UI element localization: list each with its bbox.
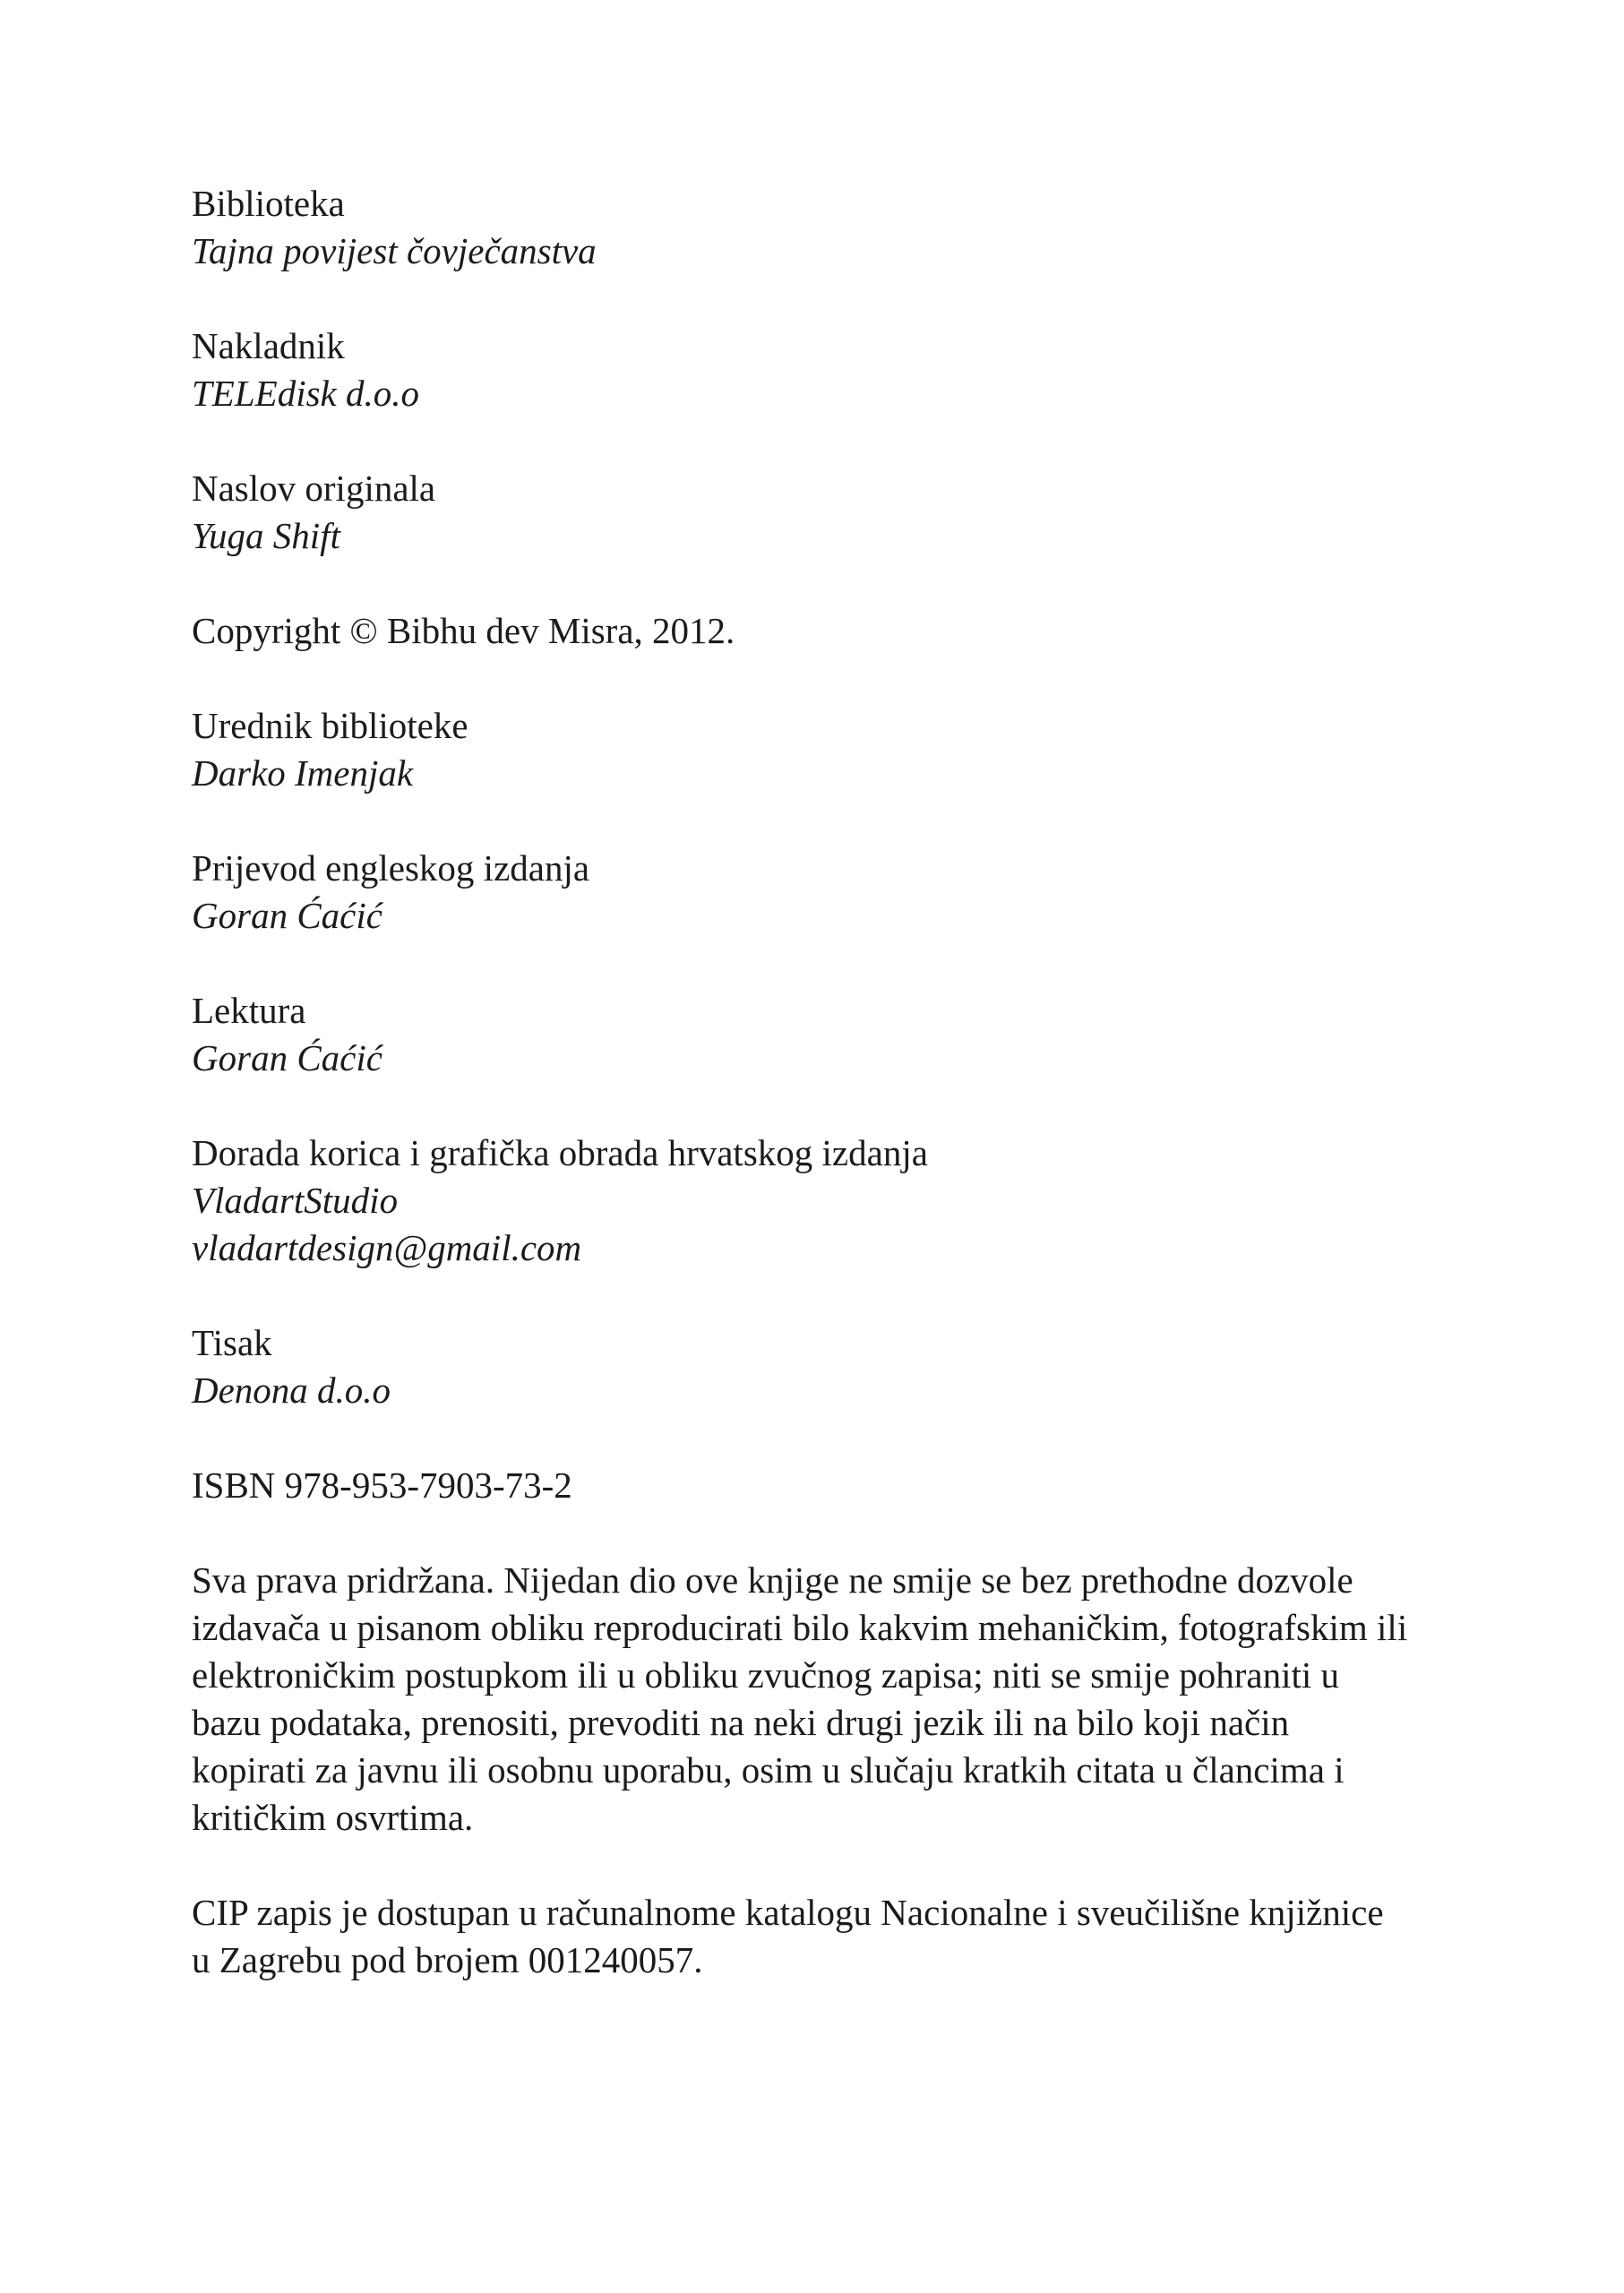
proofreader-name: Goran Ćaćić xyxy=(192,1037,382,1078)
proofreading-label: Lektura xyxy=(192,990,306,1031)
imprint-section-series xyxy=(192,180,1409,275)
design-label: Dorada korica i grafička obrada hrvatskog izdanja xyxy=(192,1132,928,1173)
rights-notice: Sva prava pridržana. Nijedan dio ove knjige ne smije se bez prethodne dozvole izdavača u pisanom obliku reproducirati bilo kakvim mehaničkim, fotografskim ili elektroničkim postupkom ili u obliku zvučnog zapisa; niti se smije pohraniti u bazu podataka, prenositi, prevoditi na neki drugi jezik ili na bilo koji način kopirati za javnu ili osobnu uporabu, osim u slučaju kratkih citata u člancima i kritičkim osvrtima. xyxy=(192,1559,1408,1838)
imprint-section-proofreading xyxy=(192,987,1409,1082)
imprint-section-original-title xyxy=(192,465,1409,560)
imprint-section-copyright xyxy=(192,607,1409,655)
editor-label: Urednik biblioteke xyxy=(192,705,468,746)
imprint-section-editor xyxy=(192,702,1409,797)
imprint-section-print xyxy=(192,1319,1409,1414)
printer-name: Denona d.o.o xyxy=(192,1370,391,1411)
imprint-section-translation xyxy=(192,845,1409,940)
copyright-page xyxy=(192,180,1409,1984)
imprint-section-isbn xyxy=(192,1462,1409,1509)
copyright-line: Copyright © Bibhu dev Misra, 2012. xyxy=(192,610,735,651)
editor-name: Darko Imenjak xyxy=(192,752,414,794)
design-email: vladartdesign@gmail.com xyxy=(192,1227,582,1268)
translation-label: Prijevod engleskog izdanja xyxy=(192,847,590,889)
publisher-label: Nakladnik xyxy=(192,325,345,366)
imprint-section-design xyxy=(192,1129,1409,1272)
cip-note: CIP zapis je dostupan u računalnome katalogu Nacionalne i sveučilišne knjižnice u Zagrebu pod brojem 001240057. xyxy=(192,1892,1384,1980)
imprint-section-publisher xyxy=(192,322,1409,417)
publisher-name: TELEdisk d.o.o xyxy=(192,373,419,414)
series-title: Tajna povijest čovječanstva xyxy=(192,230,597,271)
design-studio: VladartStudio xyxy=(192,1180,399,1221)
translator-name: Goran Ćaćić xyxy=(192,895,382,936)
original-title-label: Naslov originala xyxy=(192,468,436,509)
series-label: Biblioteka xyxy=(192,183,345,224)
isbn-line: ISBN 978-953-7903-73-2 xyxy=(192,1464,572,1506)
print-label: Tisak xyxy=(192,1322,272,1363)
original-title: Yuga Shift xyxy=(192,515,340,556)
